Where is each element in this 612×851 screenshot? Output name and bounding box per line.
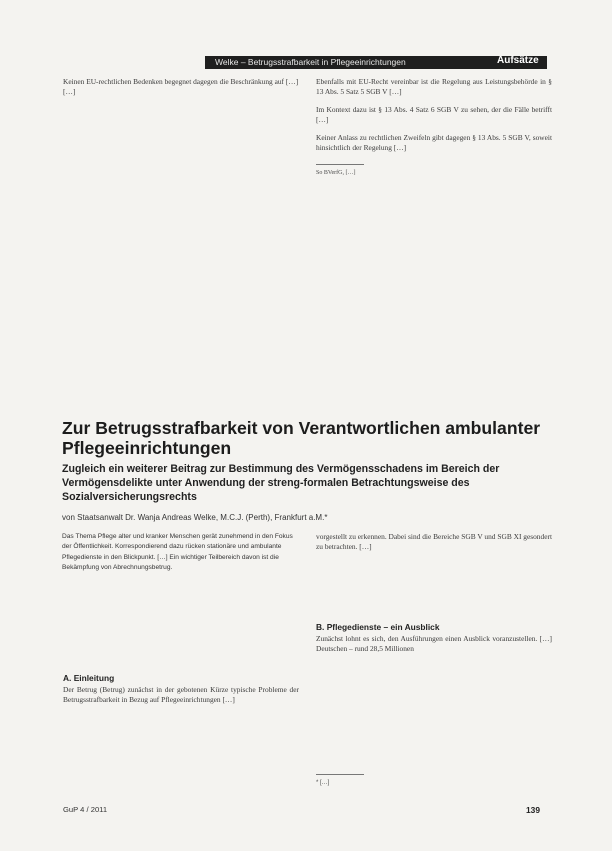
page-number: 139 [526,805,540,815]
section-b-heading: B. Pflegedienste – ein Ausblick [316,622,440,632]
section-b-paragraph: Zunächst lohnt es sich, den Ausführungen einen Ausblick voranzustellen. […] Deutschen – rund 28,5 Millionen [316,634,552,654]
author-line: von Staatsanwalt Dr. Wanja Andreas Welke, M.C.J. (Perth), Frankfurt a.M.* [62,513,328,522]
prev-footnote: So BVerfG, […] [316,169,356,176]
prev-left-paragraph-1: Keinen EU-rechtlichen Bedenken begegnet dagegen die Beschränkung auf […] [63,77,299,86]
abstract: Das Thema Pflege alter und kranker Menschen gerät zunehmend in den Fokus der Öffentlichkeit. Korrespondierend dazu rücken stationäre und ambulante Pflegedienste in den Blickpunkt. […] Ein wichtiger Teilbereich davon ist die Bekämpfung von Abrechnungsbetrug. [62,533,293,572]
section-label: Aufsätze [497,55,539,66]
prev-right-paragraph-1: Ebenfalls mit EU-Recht vereinbar ist die Regelung aus Leistungsbehörde in § 13 Abs. 5 Satz 5 SGB V […] [316,77,552,97]
journal-footer: GuP 4 / 2011 [63,805,108,814]
section-b-body [316,634,552,654]
prev-right-paragraph-3: Keiner Anlass zu rechtlichen Zweifeln gibt dagegen § 13 Abs. 5 SGB V, soweit hinsichtlich der Regelung […] [316,133,552,153]
article-footnote-block [316,764,552,787]
prev-article-right-column [316,77,552,177]
section-a-body [63,685,299,705]
section-a-paragraph: Der Betrug (Betrug) zunächst in der gebotenen Kürze typische Probleme der Betrugsstrafbarkeit in Bezug auf Pflegeeinrichtungen […] [63,685,299,705]
running-title: Welke – Betrugsstrafbarkeit in Pflegeeinrichtungen [215,57,406,67]
prev-left-paragraph-2: […] [63,87,76,97]
right-intro-paragraph: vorgestellt zu erkennen. Dabei sind die Bereiche SGB V und SGB XI gesondert zu betrachten. […] [316,532,552,552]
article-footnote-rule [316,774,364,775]
article-footnote: * […] [316,780,330,786]
right-intro-text [316,532,552,552]
footnote-rule [316,164,364,165]
section-a-heading: A. Einleitung [63,673,115,683]
prev-right-paragraph-2: Im Kontext dazu ist § 13 Abs. 4 Satz 6 SGB V zu sehen, der die Fälle betrifft […] [316,105,552,125]
article-subtitle: Zugleich ein weiterer Beitrag zur Bestimmung des Vermögensschadens im Bereich der Vermögensdelikte unter Anwendung der streng-formalen Betrachtungsweise des Sozialversicherungsrechts [62,463,500,503]
article-title: Zur Betrugsstrafbarkeit von Verantwortlichen ambulanter Pflegeeinrichtungen [62,418,541,458]
prev-article-left-column [63,77,299,97]
